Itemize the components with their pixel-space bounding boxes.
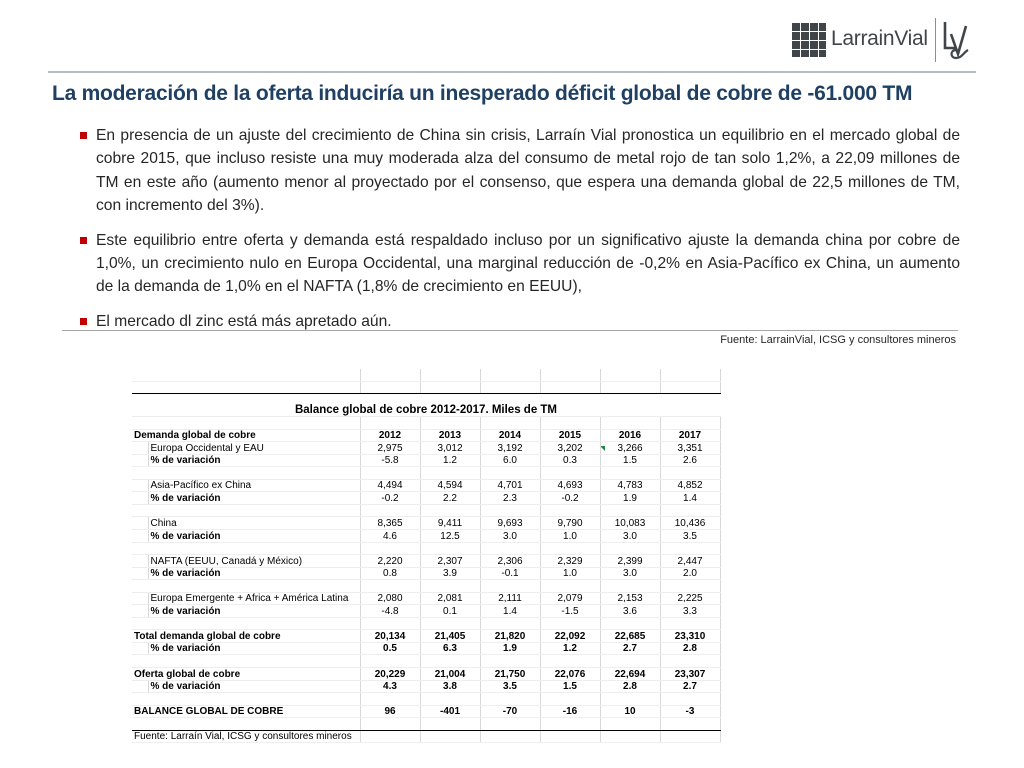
table-cell: 3.8	[420, 680, 480, 693]
table-row	[132, 454, 720, 467]
table-cell: 10,083	[600, 517, 660, 530]
table-cell: 22,076	[540, 668, 600, 681]
table-row	[132, 668, 720, 681]
table-cell: 6.3	[420, 642, 480, 655]
table-cell: 1.5	[540, 680, 600, 693]
slide-title: La moderación de la oferta induciría un inesperado déficit global de cobre de -61.000 TM	[52, 82, 913, 105]
copper-balance-table	[132, 369, 721, 743]
table-cell: 12.5	[420, 530, 480, 543]
table-cell: 9,790	[540, 517, 600, 530]
table-cell: 1.2	[420, 454, 480, 467]
table-cell: 2,306	[480, 555, 540, 568]
table-cell: 3.5	[660, 530, 720, 543]
table-row	[132, 555, 720, 568]
table-row	[132, 605, 720, 618]
table-cell: 2.0	[660, 567, 720, 580]
table-title: Balance global de cobre 2012-2017. Miles de TM	[132, 394, 720, 417]
larrainvial-logo	[792, 18, 972, 62]
monogram-icon	[942, 20, 970, 60]
year-header: 2017	[660, 429, 720, 442]
table-row	[132, 642, 720, 655]
table-row	[132, 492, 720, 505]
table-cell: 3.0	[600, 567, 660, 580]
table-row	[132, 705, 720, 718]
table-cell: 3,202	[540, 442, 600, 455]
table-cell: 10,436	[660, 517, 720, 530]
row-label: BALANCE GLOBAL DE COBRE	[132, 705, 360, 718]
year-header: 2016	[600, 429, 660, 442]
source-note: Fuente: LarrainVial, ICSG y consultores mineros	[720, 334, 956, 346]
table-cell: 2,307	[420, 555, 480, 568]
table-cell: 1.4	[480, 605, 540, 618]
table-cell: -70	[480, 705, 540, 718]
table-header-row	[132, 429, 720, 442]
table-cell: 3,192	[480, 442, 540, 455]
table-cell: 2,153	[600, 592, 660, 605]
table-cell: 3,266	[600, 442, 660, 455]
table-cell: 21,004	[420, 668, 480, 681]
table-cell: 1.4	[660, 492, 720, 505]
table-cell: 2,399	[600, 555, 660, 568]
table-cell: 4,852	[660, 479, 720, 492]
table-cell: 21,405	[420, 630, 480, 643]
bullet-square-icon	[80, 318, 87, 325]
table-cell: 2.3	[480, 492, 540, 505]
bullet-item	[80, 124, 960, 218]
table-cell: 0.3	[540, 454, 600, 467]
table-row	[132, 530, 720, 543]
table-cell: 2,329	[540, 555, 600, 568]
table-cell: 22,092	[540, 630, 600, 643]
table-cell: 0.5	[360, 642, 420, 655]
year-header: 2014	[480, 429, 540, 442]
table-cell: 0.1	[420, 605, 480, 618]
row-label: Europa Emergente + Africa + América Latina	[148, 592, 360, 605]
table-cell: 4,783	[600, 479, 660, 492]
year-header: 2013	[420, 429, 480, 442]
table-cell: -401	[420, 705, 480, 718]
table-cell: 21,820	[480, 630, 540, 643]
row-label: % de variación	[148, 642, 360, 655]
table-cell: 3.3	[660, 605, 720, 618]
table-cell: 2,220	[360, 555, 420, 568]
table-cell: 4,701	[480, 479, 540, 492]
brand-text: LarrainVial	[831, 27, 928, 50]
row-label: Asia-Pacífico ex China	[148, 479, 360, 492]
table-cell: -0.2	[540, 492, 600, 505]
table-cell: 1.9	[600, 492, 660, 505]
table-cell: -0.2	[360, 492, 420, 505]
table-cell: -16	[540, 705, 600, 718]
bullet-square-icon	[80, 132, 87, 139]
bullet-text: Este equilibrio entre oferta y demanda está respaldado incluso por un significativo ajuste la demanda china por cobre de 1,0%, un crecimiento nulo en Europa Occidental, una marginal reducción de -0,2% en Asia-Pacífico ex China, un aumento de la demanda de 1,0% en el NAFTA (1,8% de crecimiento en EEUU),	[96, 231, 960, 296]
table-cell: 10	[600, 705, 660, 718]
row-label: Total demanda global de cobre	[132, 630, 360, 643]
row-label: % de variación	[148, 680, 360, 693]
table-cell: 0.8	[360, 567, 420, 580]
row-label: % de variación	[148, 567, 360, 580]
table-cell: 23,307	[660, 668, 720, 681]
table-cell: -0.1	[480, 567, 540, 580]
table-cell: 4,494	[360, 479, 420, 492]
table-cell: -1.5	[540, 605, 600, 618]
table-cell: 3.9	[420, 567, 480, 580]
table-cell: 22,685	[600, 630, 660, 643]
table-cell: 3.0	[600, 530, 660, 543]
table-cell: 2,225	[660, 592, 720, 605]
row-label: NAFTA (EEUU, Canadá y México)	[148, 555, 360, 568]
table-cell: 3.5	[480, 680, 540, 693]
table-cell: 21,750	[480, 668, 540, 681]
table-cell: 6.0	[480, 454, 540, 467]
bullet-text: En presencia de un ajuste del crecimiento de China sin crisis, Larraín Vial pronostica un equilibrio en el mercado global de cobre 2015, que incluso resiste una muy moderada alza del consumo de metal rojo de tan solo 1,2%, a 22,09 millones de TM en este año (aumento menor al proyectado por el consenso, que espera una demanda global de 22,5 millones de TM, con incremento del 3%).	[96, 127, 960, 215]
table-cell: 3,351	[660, 442, 720, 455]
table-cell: 2,079	[540, 592, 600, 605]
bullet-text: El mercado dl zinc está más apretado aún.	[96, 312, 392, 330]
table-cell: 2,080	[360, 592, 420, 605]
table-source-note: Fuente: Larraín Vial, ICSG y consultores mineros	[132, 730, 360, 743]
table-cell: -4.8	[360, 605, 420, 618]
header-label: Demanda global de cobre	[132, 429, 360, 442]
table-cell: 4,693	[540, 479, 600, 492]
table-row	[132, 567, 720, 580]
table-cell: 4.3	[360, 680, 420, 693]
table-cell: 2,975	[360, 442, 420, 455]
table-cell: 1.0	[540, 530, 600, 543]
table-row	[132, 517, 720, 530]
table-cell: 3.0	[480, 530, 540, 543]
table-cell: 2.8	[660, 642, 720, 655]
table-cell: 2.6	[660, 454, 720, 467]
table-row	[132, 680, 720, 693]
bullet-item	[80, 229, 960, 299]
row-label: Europa Occidental y EAU	[148, 442, 360, 455]
table-cell: 23,310	[660, 630, 720, 643]
content-divider	[62, 330, 958, 331]
header-divider	[48, 71, 976, 73]
table-cell: 2.7	[660, 680, 720, 693]
table-cell: 1.5	[600, 454, 660, 467]
table-cell: 9,411	[420, 517, 480, 530]
table-cell: 2.8	[600, 680, 660, 693]
table-row	[132, 630, 720, 643]
table-cell: 1.2	[540, 642, 600, 655]
table-cell: 1.0	[540, 567, 600, 580]
bullet-list	[80, 124, 960, 344]
table-cell: 4,594	[420, 479, 480, 492]
row-label: Oferta global de cobre	[132, 668, 360, 681]
table-cell: -5.8	[360, 454, 420, 467]
year-header: 2012	[360, 429, 420, 442]
row-label: China	[148, 517, 360, 530]
table-row	[132, 592, 720, 605]
table-cell: 4.6	[360, 530, 420, 543]
logo-divider	[935, 18, 936, 62]
table-cell: 1.9	[480, 642, 540, 655]
row-label: % de variación	[148, 530, 360, 543]
table-cell: 20,134	[360, 630, 420, 643]
table-cell: 2,447	[660, 555, 720, 568]
table-cell: 2.2	[420, 492, 480, 505]
bullet-square-icon	[80, 237, 87, 244]
table-cell: 20,229	[360, 668, 420, 681]
table-cell: 2.7	[600, 642, 660, 655]
grid-icon	[792, 23, 826, 57]
year-header: 2015	[540, 429, 600, 442]
table-cell: 2,111	[480, 592, 540, 605]
table-cell: -3	[660, 705, 720, 718]
row-label: % de variación	[148, 454, 360, 467]
table-cell: 3.6	[600, 605, 660, 618]
row-label: % de variación	[148, 605, 360, 618]
table-row	[132, 479, 720, 492]
table-cell: 22,694	[600, 668, 660, 681]
table-cell: 2,081	[420, 592, 480, 605]
table-cell: 8,365	[360, 517, 420, 530]
table-cell: 9,693	[480, 517, 540, 530]
table-row	[132, 442, 720, 455]
row-label: % de variación	[148, 492, 360, 505]
table-cell: 96	[360, 705, 420, 718]
table-cell: 3,012	[420, 442, 480, 455]
